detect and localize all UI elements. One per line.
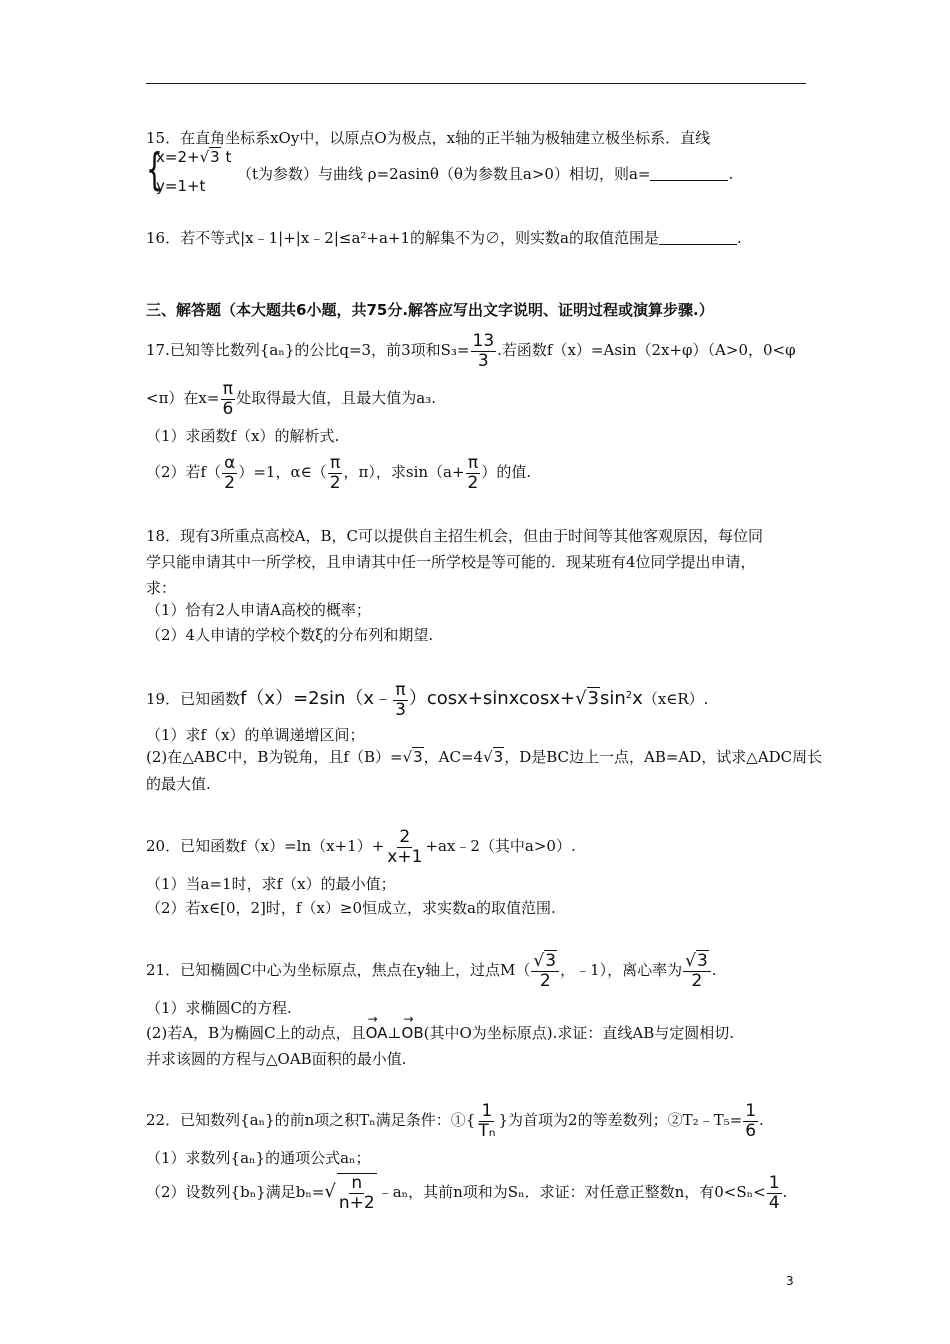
sqrt-symbol: √3 (483, 748, 504, 766)
perp-symbol: ⊥ (387, 1024, 402, 1042)
q17-text-a: 17.已知等比数列{aₙ}的公比q=3，前3项和S₃= (146, 341, 470, 359)
q15-row1-tail: t (225, 148, 232, 166)
q19-p2-b: ，AC=4 (423, 748, 484, 766)
q19-part1: （1）求f（x）的单调递增区间； (146, 726, 365, 744)
frac-num: α (224, 452, 236, 473)
frac-den: 2 (329, 472, 341, 493)
q22-line1 (146, 1096, 764, 1144)
frac-num: 13 (472, 330, 495, 351)
vector-ob: → OB (402, 1023, 424, 1043)
q17-fraction-alpha-2 (222, 454, 237, 493)
q17-text-c: <π）在x= (146, 389, 220, 407)
q16-text: 16．若不等式|x﹣1|+|x﹣2|≤a²+a+1的解集不为∅，则实数a的取值范围是 (146, 229, 659, 247)
q19-func-head: f（x）=2sin（x﹣ (240, 688, 393, 709)
q19-text-e: （x∈R）. (642, 690, 709, 708)
radicand: 3 (413, 748, 423, 766)
q19-text-a: 19．已知函数 (146, 690, 241, 708)
sqrt-symbol: √ (324, 1181, 336, 1202)
q22-sqrt-fraction (337, 1173, 377, 1213)
q15-line1: 15．在直角坐标系xOy中，以原点O为极点，x轴的正半轴为极轴建立极坐标系．直线 (146, 129, 711, 147)
q21-p2-a: (2)若A，B为椭圆C上的动点，且 (146, 1024, 366, 1042)
frac-num: π (329, 452, 341, 473)
section3-heading: 三、解答题（本大题共6小题，共75分.解答应写出文字说明、证明过程或演算步骤.） (146, 301, 714, 319)
frac-num: π (222, 378, 233, 399)
q17-fraction-pi-2b (466, 454, 481, 493)
q17-text-b: .若函数f（x）=Asin（2x+φ）（A>0，0<φ (497, 341, 796, 359)
frac-num: π (467, 452, 479, 473)
q19-func-mid: ）cosx+sinxcosx+ (408, 688, 576, 709)
q21-fraction-1 (531, 952, 559, 991)
vector-oa: → OA (366, 1023, 388, 1043)
frac-num (531, 952, 559, 972)
q22-text-c: . (759, 1111, 764, 1129)
q17-part2 (146, 448, 531, 496)
frac-den: n+2 (338, 1193, 375, 1213)
q21-fraction-2 (683, 952, 711, 991)
q15-system-row2: y=1+t (156, 177, 206, 195)
radicand: 3 (545, 950, 557, 971)
q19-part2-line1 (146, 747, 822, 767)
frac-den: 2 (539, 970, 551, 991)
q22-part1: （1）求数列{aₙ}的通项公式aₙ； (146, 1149, 371, 1167)
frac-den: x+1 (387, 846, 423, 867)
q17-p2-c: ，π），求sin（a+ (343, 463, 465, 481)
header-rule (146, 83, 806, 84)
frac-num: n (351, 1173, 363, 1193)
q15-line2 (237, 164, 733, 184)
frac-num (683, 952, 711, 972)
radicand: 3 (696, 950, 708, 971)
q22-p2-c: . (782, 1183, 788, 1201)
q17-line1 (146, 326, 796, 374)
q21-line1 (146, 946, 717, 994)
q22-fraction-1-4 (767, 1174, 782, 1213)
q19-line1 (146, 672, 708, 723)
q22-text-a: 22．已知数列{aₙ}的前n项之积Tₙ满足条件：①{ (146, 1111, 476, 1129)
q21-part2-line1 (146, 1023, 734, 1043)
q20-part2: （2）若x∈[0，2]时，f（x）≥0恒成立，求实数a的取值范围. (146, 899, 556, 917)
frac-num: 1 (481, 1100, 493, 1121)
frac-num: π (395, 679, 406, 700)
q17-fraction-pi-6 (220, 380, 235, 419)
sqrt-symbol: √3 (533, 950, 557, 971)
q20-part1: （1）当a=1时，求f（x）的最小值； (146, 875, 396, 893)
q21-text-c: . (711, 961, 717, 979)
q17-p2-b: ）=1，α∈（ (238, 463, 327, 481)
q22-text-b: }为首项为2的等差数列；②T₂﹣T₅= (498, 1111, 743, 1129)
q19-exponent: 2 (625, 690, 633, 701)
frac-den: 2 (691, 970, 703, 991)
q17-text-d: 处取得最大值，且最大值为a₃. (236, 389, 437, 407)
q16-line (146, 228, 742, 248)
frac-den: 3 (395, 699, 406, 720)
brace-symbol: { (146, 144, 163, 195)
q15-end: . (728, 165, 734, 183)
q15-row1-radicand: 3 (210, 148, 220, 166)
q18-line2: 学只能申请其中一所学校，且申请其中任一所学校是等可能的．现某班有4位同学提出申请， (146, 553, 756, 571)
q15-row1-head: x=2+ (156, 148, 200, 166)
q20-line1 (146, 822, 576, 870)
q16-end: . (736, 229, 742, 247)
q20-text-b: +ax﹣2（其中a>0）. (425, 837, 576, 855)
frac-den: 2 (467, 472, 479, 493)
q21-text-b: ，﹣1），离心率为 (560, 961, 683, 979)
q19-p2-c: ，D是BC边上一点，AB=AD，试求△ADC周长 (504, 748, 823, 766)
q22-p2-b: ﹣aₙ，其前n项和为Sₙ．求证：对任意正整数n，有0<Sₙ< (377, 1183, 766, 1201)
q18-line1: 18．现有3所重点高校A，B，C可以提供自主招生机会，但由于时间等其他客观原因，每位同 (146, 527, 763, 545)
q16-answer-blank (659, 230, 737, 245)
q19-p2-a: (2)在△ABC中，B为锐角，且f（B）= (146, 748, 403, 766)
frac-den: 3 (477, 350, 489, 371)
q19-x: x (632, 688, 643, 709)
q22-part2 (146, 1168, 787, 1216)
q17-fraction-pi-2a (328, 454, 343, 493)
q20-text-a: 20．已知函数f（x）=ln（x+1）+ (146, 837, 385, 855)
q15-line2-text: （t为参数）与曲线 ρ=2asinθ（θ为参数且a>0）相切，则a= (237, 165, 651, 183)
frac-den: 4 (768, 1192, 780, 1213)
sqrt-symbol: √3 (575, 688, 599, 709)
sqrt-symbol: √3 (685, 950, 708, 971)
q17-fraction-13-3 (471, 332, 497, 371)
q21-part2-line2: 并求该圆的方程与△OAB面积的最小值. (146, 1050, 407, 1068)
q22-fraction-1-tn (476, 1102, 497, 1141)
frac-den: 2 (224, 472, 236, 493)
q17-p2-d: ）的值. (481, 463, 532, 481)
q18-line3: 求： (146, 579, 177, 597)
q15-system-row1 (156, 148, 231, 166)
frac-den: 6 (745, 1120, 757, 1141)
sqrt-symbol: √3 (199, 148, 220, 166)
q19-radicand: 3 (587, 688, 599, 709)
q18-part2: （2）4人申请的学校个数ξ的分布列和期望. (146, 626, 434, 644)
q15-answer-blank (650, 166, 728, 181)
q21-text-a: 21．已知椭圆C中心为坐标原点，焦点在y轴上，过点M（ (146, 961, 531, 979)
frac-num: 1 (768, 1172, 780, 1193)
q17-part1: （1）求函数f（x）的解析式. (146, 427, 340, 445)
q19-part2-line2: 的最大值. (146, 775, 211, 793)
frac-den: 6 (222, 398, 234, 419)
radicand: 3 (493, 748, 504, 766)
q17-line2 (146, 374, 436, 422)
q19-sin: sin (600, 688, 626, 709)
frac-num: 1 (745, 1100, 757, 1121)
q22-fraction-1-6 (743, 1102, 758, 1141)
frac-num: 2 (399, 826, 411, 847)
q21-p2-b: (其中O为坐标原点).求证：直线AB与定圆相切. (423, 1024, 735, 1042)
q20-fraction (385, 828, 424, 867)
q17-p2-a: （2）若f（ (146, 463, 222, 481)
q19-fraction-pi-3 (393, 681, 408, 720)
sqrt-symbol: √3 (402, 748, 423, 766)
q22-p2-a: （2）设数列{bₙ}满足bₙ= (146, 1183, 325, 1201)
q18-part1: （1）恰有2人申请A高校的概率； (146, 601, 371, 619)
page-number: 3 (786, 1274, 794, 1288)
frac-den: Tₙ (478, 1120, 496, 1141)
q21-part1: （1）求椭圆C的方程. (146, 999, 292, 1017)
